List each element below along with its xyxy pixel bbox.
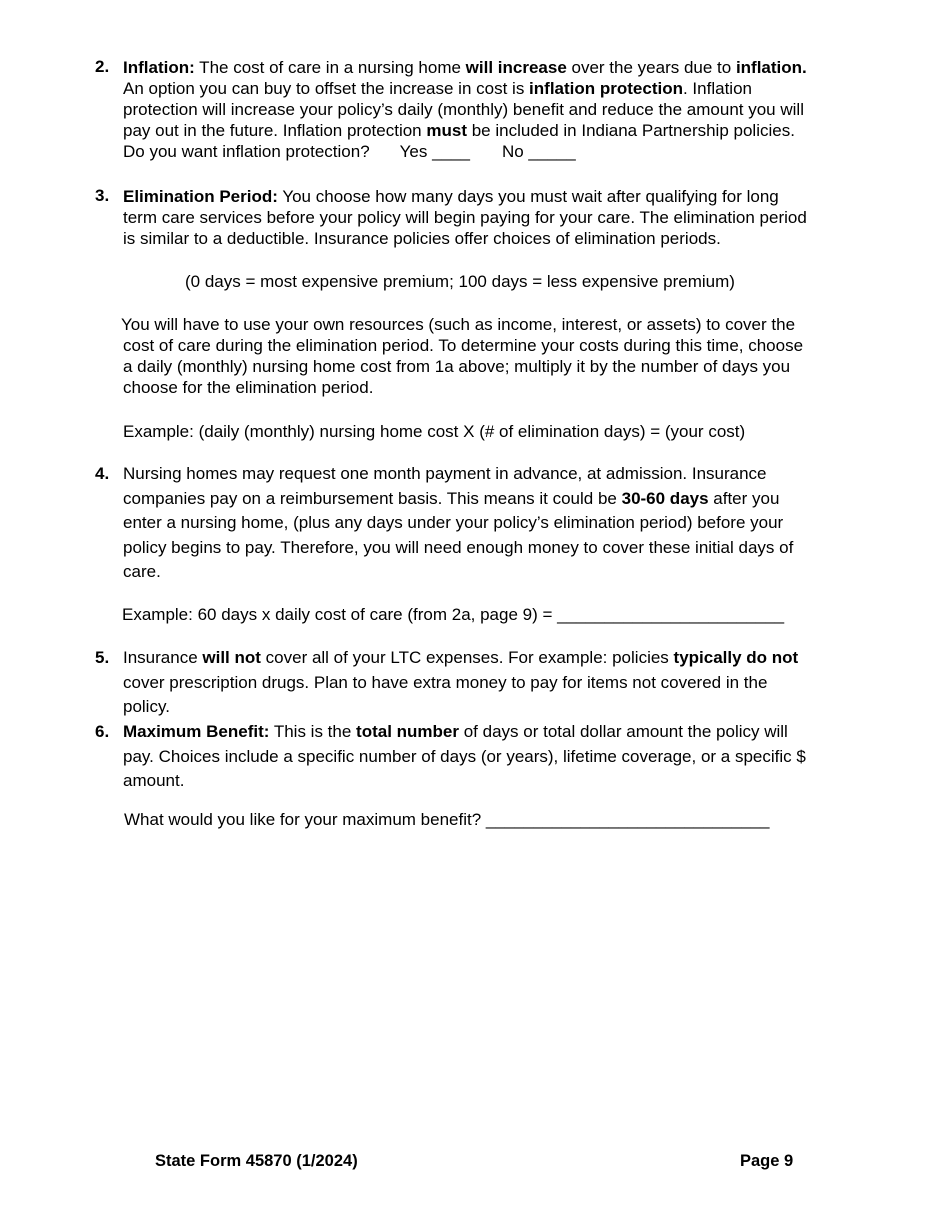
ltc-expenses-section: Insurance will not cover all of your LTC expenses. For example: policies typically do not cover prescription drugs. Plan to have extra money to pay for items not covered in the policy.	[123, 648, 799, 716]
no-label: No	[501, 142, 524, 161]
elimination-example: Example: (daily (monthly) nursing home cost X (# of elimination days) = (your cost)	[123, 422, 746, 441]
maximum-benefit-blank[interactable]: ______________________________	[485, 810, 770, 829]
item-number-6: 6.	[95, 722, 110, 741]
elimination-heading: Elimination Period:	[123, 187, 278, 206]
item-number-5: 5.	[95, 648, 110, 667]
form-number: State Form 45870 (1/2024)	[155, 1152, 358, 1170]
item-number-4: 4.	[95, 464, 110, 483]
maximum-benefit-heading: Maximum Benefit:	[123, 722, 270, 741]
advance-payment-example: Example: 60 days x daily cost of care (from 2a, page 9) = ________________________	[122, 605, 785, 624]
yes-label: Yes	[399, 142, 428, 161]
inflation-section: Inflation: The cost of care in a nursing home will increase over the years due to inflation. An option you can buy to offset the increase in cost is inflation protection. Inflation protection will increase your policy’s daily (monthly) benefit and reduce the amount you will pay out in the future. Inflation protection must be included in Indiana Partnership policies. Do you want inflation protection? Yes ____ No _____	[123, 57, 888, 162]
item-number-2: 2.	[95, 57, 110, 76]
no-blank[interactable]: _____	[528, 142, 576, 161]
page-number: Page 9	[740, 1152, 794, 1170]
elimination-period-section: Elimination Period: You choose how many days you must wait after qualifying for long term care services before your policy will begin paying for your care. The elimination period is similar to a deductible. Insurance policies offer choices of elimination periods.	[123, 187, 807, 248]
inflation-question: Do you want inflation protection?	[123, 142, 370, 161]
advance-cost-blank[interactable]: ________________________	[557, 605, 785, 624]
premium-note: (0 days = most expensive premium; 100 days = less expensive premium)	[185, 272, 735, 291]
yes-blank[interactable]: ____	[432, 142, 470, 161]
elimination-explanation: You will have to use your own resources (such as income, interest, or assets) to cover the cost of care during the elimination period. To determine your costs during this time, choose a daily (monthly) nursing home cost from 1a above; multiply it by the number of days you choose for the elimination period.	[121, 315, 804, 397]
maximum-benefit-section: Maximum Benefit: This is the total number of days or total dollar amount the policy will pay. Choices include a specific number of days (or years), lifetime coverage, or a specific $ amount.	[123, 722, 806, 790]
inflation-heading: Inflation:	[123, 58, 195, 77]
inflation-question-line	[123, 141, 888, 162]
maximum-benefit-question: What would you like for your maximum benefit? ______________________________	[124, 810, 770, 829]
item-number-3: 3.	[95, 186, 110, 205]
advance-payment-section: Nursing homes may request one month payment in advance, at admission. Insurance companies pay on a reimbursement basis. This means it could be 30-60 days after you enter a nursing home, (plus any days under your policy’s elimination period) before your policy begins to pay. Therefore, you will need enough money to cover these initial days of care.	[123, 464, 794, 581]
